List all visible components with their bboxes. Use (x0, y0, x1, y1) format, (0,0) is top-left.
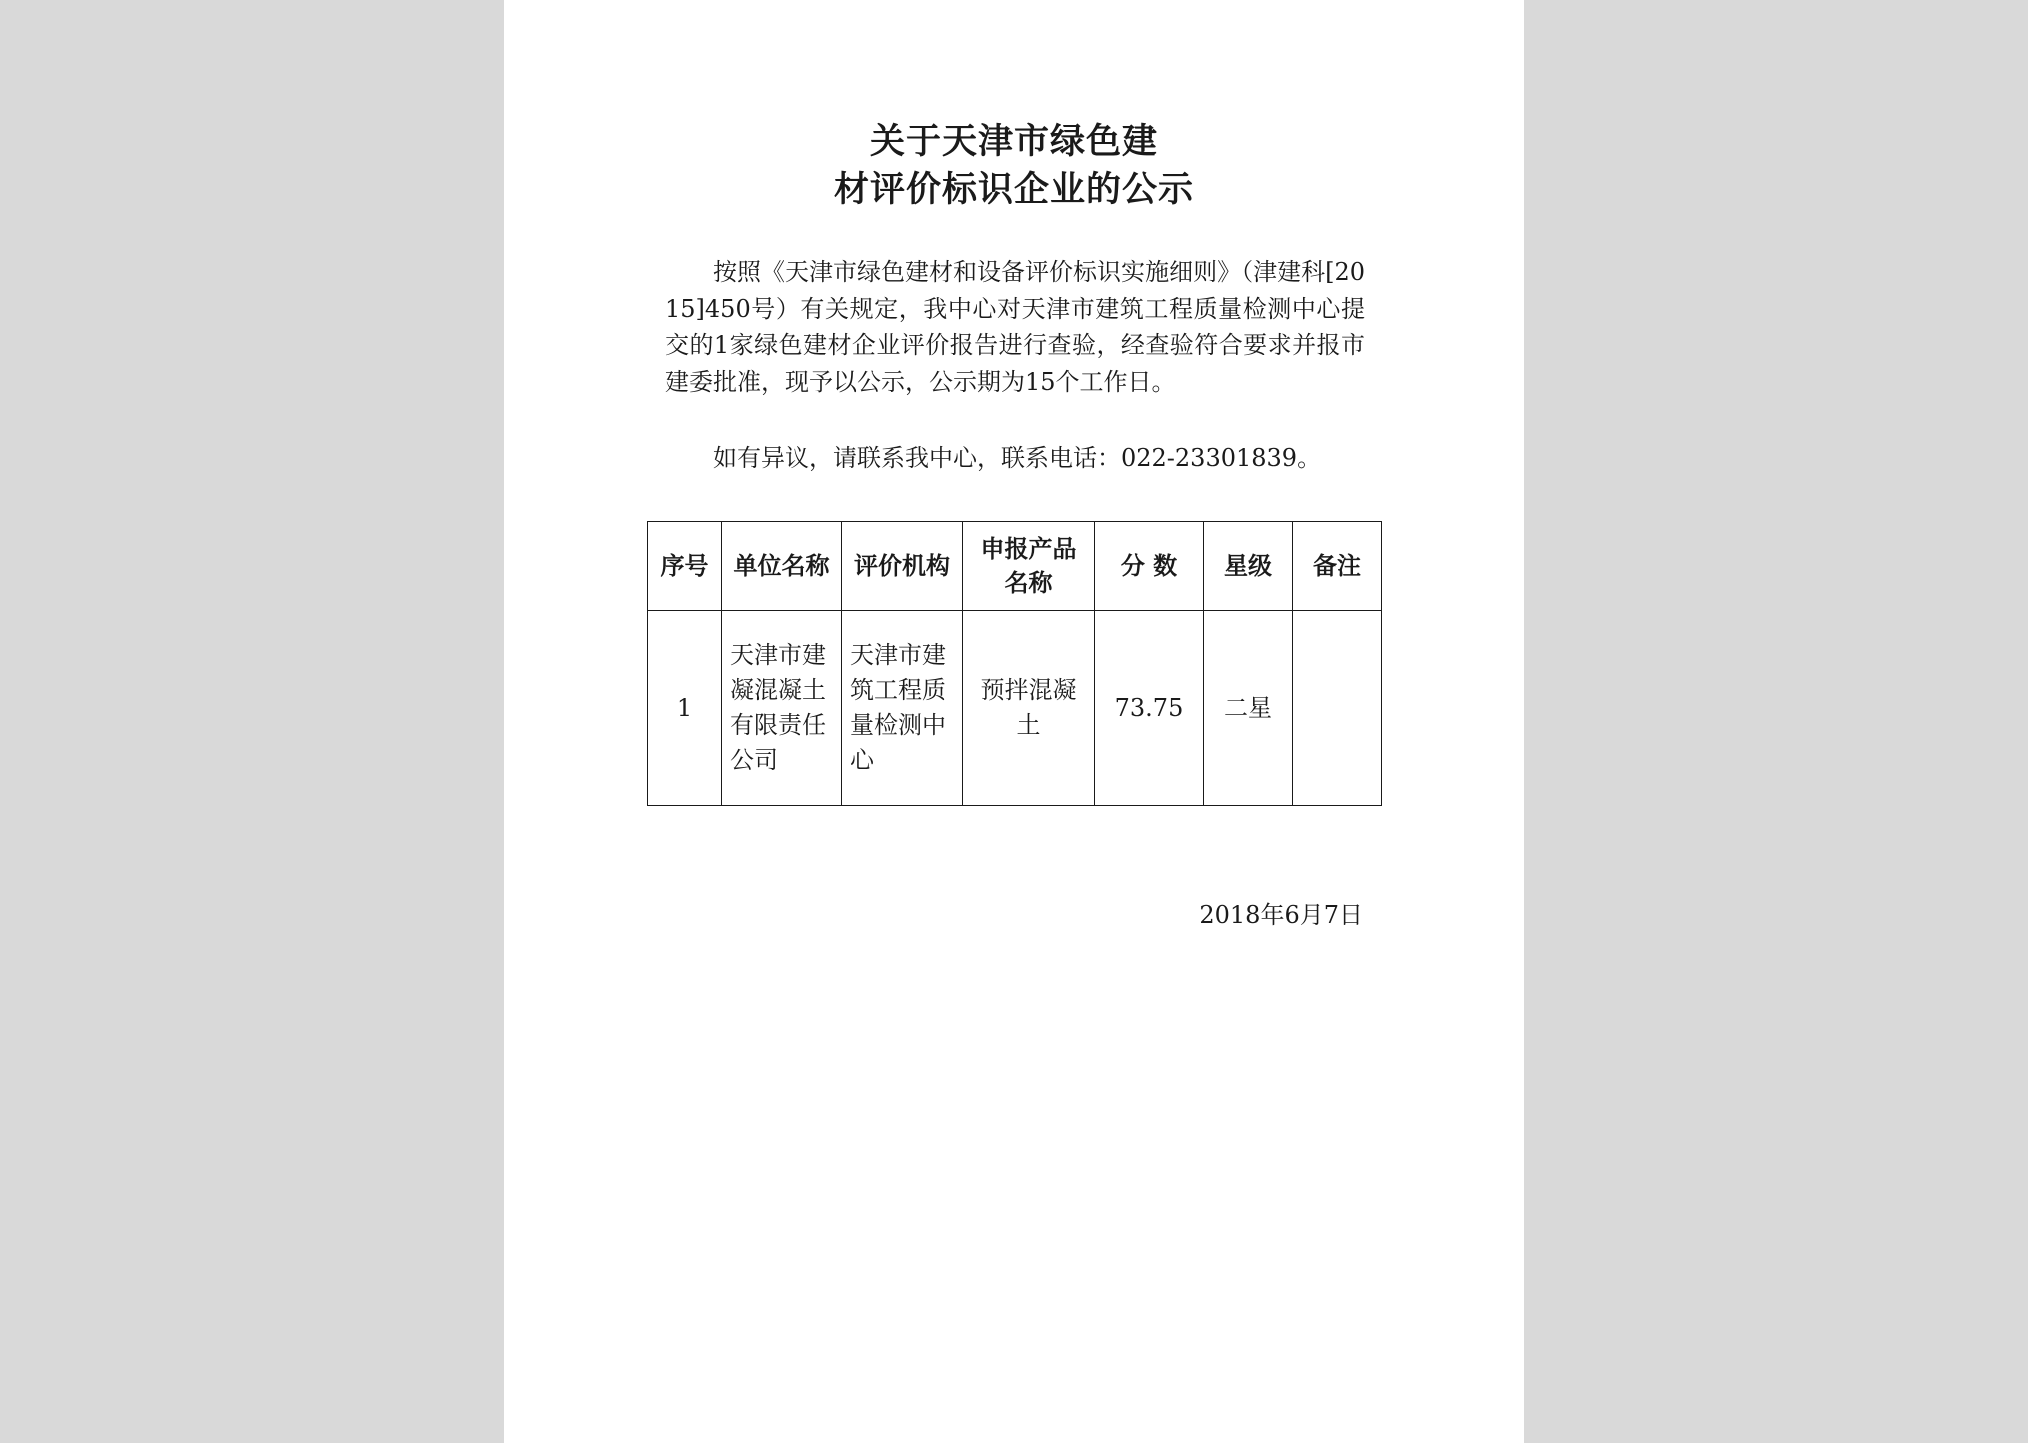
header-product: 申报产品名称 (963, 522, 1095, 611)
cell-company: 天津市建凝混凝土有限责任公司 (722, 611, 842, 806)
document-page (504, 0, 1524, 1443)
table-header-row (648, 522, 1382, 611)
header-serial: 序号 (648, 522, 722, 611)
cell-remarks (1293, 611, 1382, 806)
cell-evaluator: 天津市建筑工程质量检测中心 (842, 611, 963, 806)
document-title (504, 118, 1524, 214)
paragraph-text: 按照《天津市绿色建材和设备评价标识实施细则》（津建科[2015]450号）有关规定，我中心对天津市建筑工程质量检测中心提交的1家绿色建材企业评价报告进行查验，经查验符合要求并报市建委批准，现予以公示，公示期为15个工作日。 (665, 258, 1365, 396)
body-paragraph-1 (665, 254, 1365, 400)
table-row (648, 611, 1382, 806)
header-star-level: 星级 (1204, 522, 1293, 611)
cell-serial: 1 (648, 611, 722, 806)
header-company: 单位名称 (722, 522, 842, 611)
cell-product: 预拌混凝土 (963, 611, 1095, 806)
cell-score: 73.75 (1095, 611, 1204, 806)
header-remarks: 备注 (1293, 522, 1382, 611)
title-line-2: 材评价标识企业的公示 (833, 170, 1194, 210)
cell-star-level: 二星 (1204, 611, 1293, 806)
document-date: 2018年6月7日 (1199, 901, 1363, 929)
paragraph-text: 如有异议，请联系我中心，联系电话：022-23301839。 (713, 444, 1322, 472)
body-paragraph-2 (665, 440, 1365, 477)
header-score: 分 数 (1095, 522, 1204, 611)
enterprise-table (647, 521, 1382, 806)
title-line-1: 关于天津市绿色建 (869, 122, 1158, 162)
header-evaluator: 评价机构 (842, 522, 963, 611)
